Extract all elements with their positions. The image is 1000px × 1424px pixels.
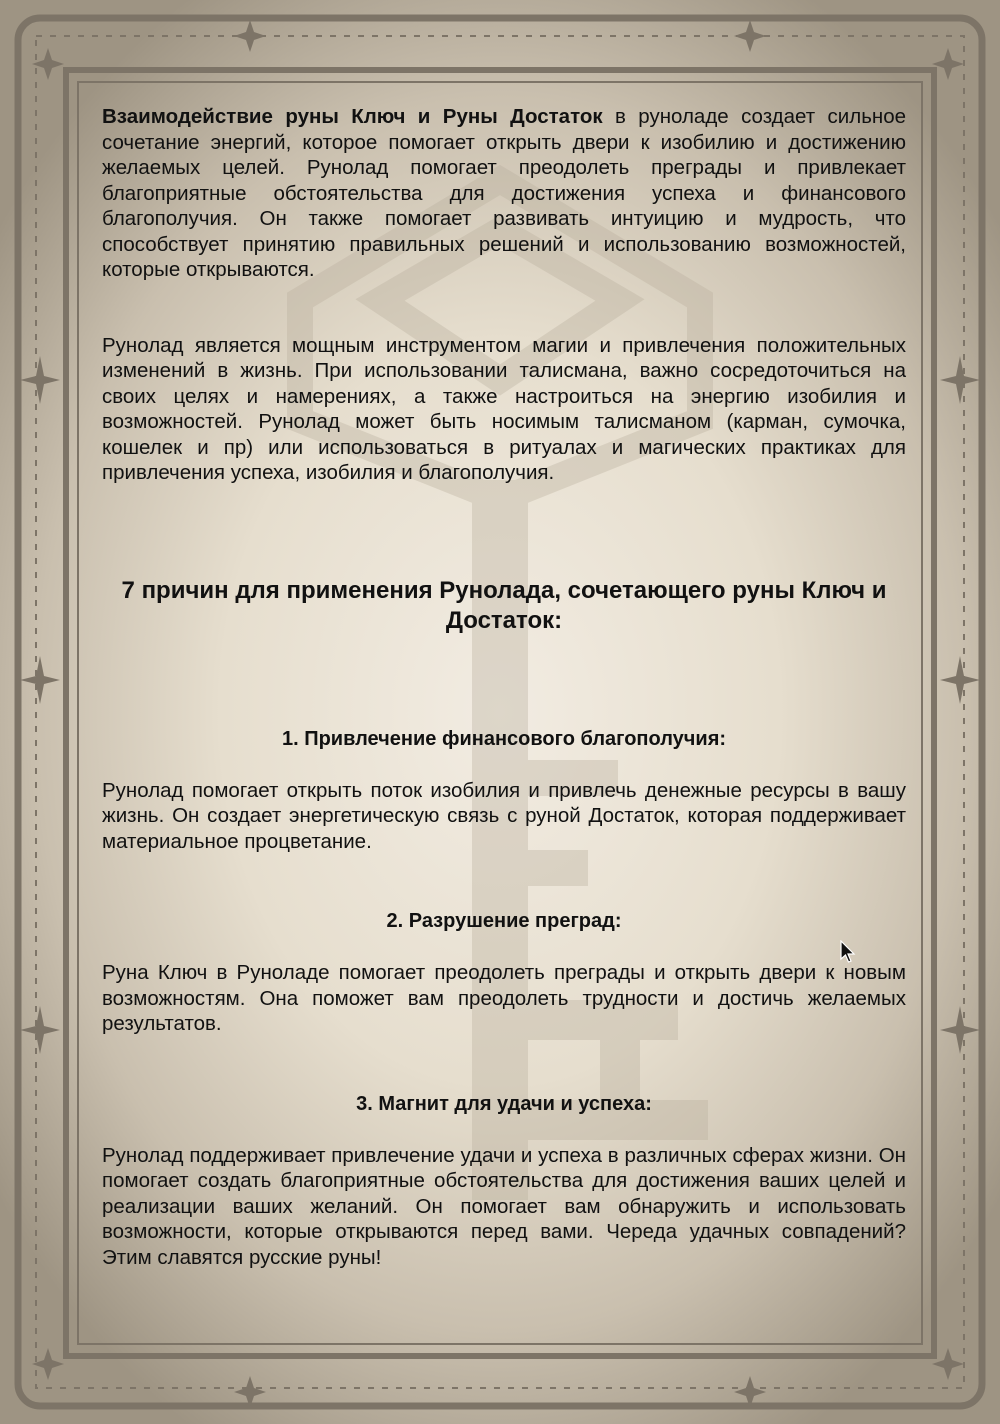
main-heading: 7 причин для применения Рунолада, сочетающего руны Ключ и Достаток: [121,576,887,634]
reason-2-heading: 2. Разрушение преград: [386,910,622,932]
reason-3-text: Рунолад поддерживает привлечение удачи и успеха в различных сферах жизни. Он помогает создать благоприятные обстоятельства для достижения ваших целей и реализации ваших желаний. Он помогает вам обнаружить и использовать возможности, которые открываются перед вами. Череда удачных совпадений? Этим славятся русские руны! [102,1143,906,1269]
intro-paragraph [102,104,906,283]
second-paragraph: Рунолад является мощным инструментом магии и привлечения положительных изменений в жизнь. При использовании талисмана, важно сосредоточиться на своих целях и намерениях, а также настроиться на энергию изобилия и возможностей. Рунолад может быть носимым талисманом (карман, сумочка, кошелек и пр) или использоваться в ритуалах и магических практиках для привлечения успеха, изобилия и благополучия. [102,333,906,484]
reason-3-heading: 3. Магнит для удачи и успеха: [356,1092,652,1115]
intro-text: в руноладе создает сильное сочетание энергий, которое помогает открыть двери к изобилию и достижению желаемых целей. Рунолад помогает преодолеть преграды и привлекает благоприятные обстоятельства для достижения успеха и финансового благополучия. Он также помогает развивать интуицию и мудрость, что способствует принятию правильных решений и использованию возможностей, которые открываются. [102,105,906,281]
intro-bold-lead: Взаимодействие руны Ключ и Руны Достаток [102,105,603,128]
reason-1-heading: 1. Привлечение финансового благополучия: [281,727,727,750]
mouse-cursor-icon [840,940,856,964]
reason-2-text: Руна Ключ в Руноладе помогает преодолеть преграды и открыть двери к новым возможностям. Она поможет вам преодолеть трудности и достичь желаемых результатов. [102,961,906,1035]
reason-1-text: Рунолад помогает открыть поток изобилия и привлечь денежные ресурсы в вашу жизнь. Он создает энергетическую связь с руной Достаток, которая поддерживает материальное процветание. [102,778,906,853]
document-content [102,104,906,1270]
